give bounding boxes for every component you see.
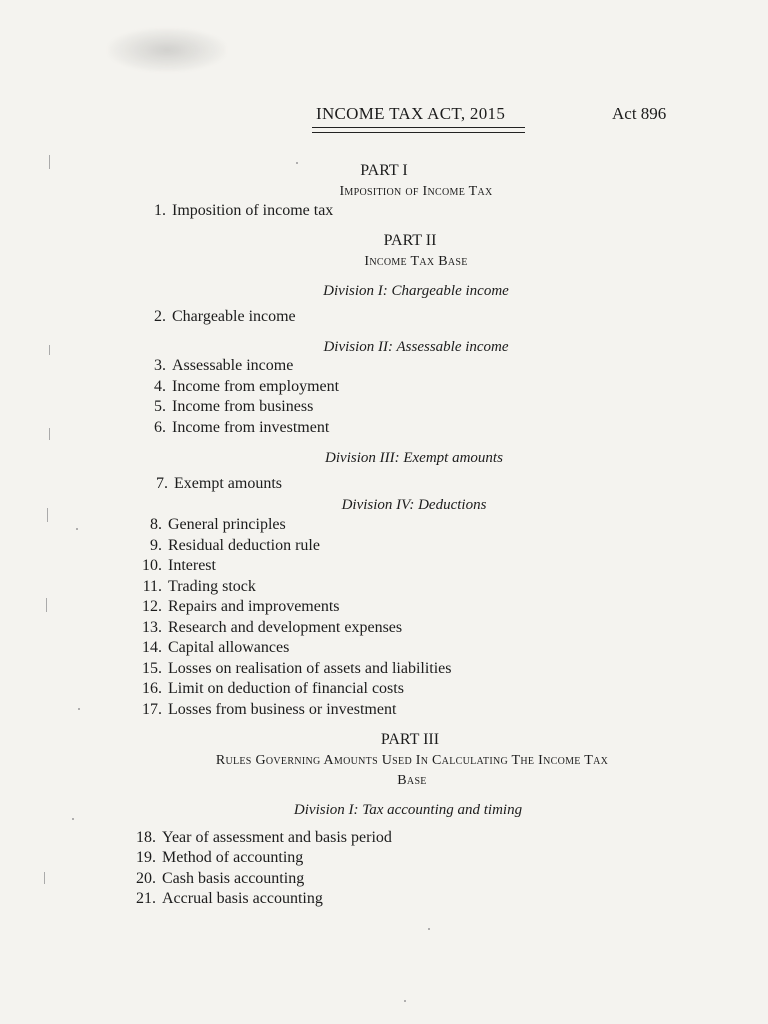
list-item: [122, 870, 304, 888]
scan-artifact: [404, 1000, 406, 1002]
item-number: 15.: [142, 660, 162, 677]
item-text: Losses from business or investment: [168, 701, 397, 718]
list-item: [128, 660, 452, 678]
item-number: 3.: [154, 357, 166, 374]
part-1-subtitle: Imposition of Income Tax: [339, 184, 493, 199]
part-2-subtitle: Income Tax Base: [364, 254, 468, 269]
scan-artifact: [428, 928, 430, 930]
list-item: [128, 578, 256, 596]
list-item: [132, 378, 339, 396]
item-number: 9.: [150, 537, 162, 554]
item-text: Interest: [168, 557, 216, 574]
division-heading: Division II: Assessable income: [323, 339, 509, 355]
list-item: [122, 829, 392, 847]
item-text: Income from employment: [172, 378, 340, 395]
list-item: [134, 475, 282, 493]
part-3-subtitle-line2: Base: [397, 773, 427, 788]
item-text: Income from investment: [172, 419, 330, 436]
part-3-title: PART III: [380, 731, 440, 748]
list-item: [132, 308, 296, 326]
item-number: 20.: [136, 870, 156, 887]
list-item: [132, 357, 293, 375]
division-heading: Division III: Exempt amounts: [325, 450, 503, 466]
item-text: Method of accounting: [162, 849, 304, 866]
item-text: Year of assessment and basis period: [162, 829, 392, 846]
scan-artifact: [49, 428, 50, 440]
item-number: 2.: [154, 308, 166, 325]
item-text: Residual deduction rule: [168, 537, 320, 554]
scan-artifact: [76, 528, 78, 530]
item-text: Research and development expenses: [168, 619, 403, 636]
list-item: [122, 849, 303, 867]
item-text: Repairs and improvements: [168, 598, 340, 615]
part-2-title: PART II: [383, 232, 437, 249]
item-text: Imposition of income tax: [172, 202, 334, 219]
list-item: [128, 701, 396, 719]
header-act-number: Act 896: [612, 104, 667, 123]
list-item: [128, 639, 289, 657]
item-text: Limit on deduction of financial costs: [168, 680, 404, 697]
item-number: 21.: [136, 890, 156, 907]
item-text: Cash basis accounting: [162, 870, 305, 887]
list-item: [132, 202, 333, 220]
scan-artifact: [78, 708, 80, 710]
list-item: [128, 619, 402, 637]
item-number: 4.: [154, 378, 166, 395]
item-number: 1.: [154, 202, 166, 219]
part-3-subtitle-line1: Rules Governing Amounts Used In Calculating The Income Tax: [215, 753, 609, 768]
list-item: [132, 398, 313, 416]
item-number: 10.: [142, 557, 162, 574]
header-double-rule: [312, 127, 525, 133]
item-number: 7.: [156, 475, 168, 492]
list-item: [128, 598, 340, 616]
division-heading: Division I: Tax accounting and timing: [293, 802, 523, 818]
item-text: Income from business: [172, 398, 314, 415]
stamp-smudge: [108, 28, 226, 72]
item-number: 16.: [142, 680, 162, 697]
item-number: 13.: [142, 619, 162, 636]
scan-artifact: [296, 162, 298, 164]
item-text: Exempt amounts: [174, 475, 282, 492]
division-heading: Division IV: Deductions: [341, 497, 487, 513]
division-heading: Division I: Chargeable income: [323, 283, 509, 299]
item-text: Losses on realisation of assets and liabilities: [168, 660, 452, 677]
item-number: 19.: [136, 849, 156, 866]
part-1-title: PART I: [360, 162, 408, 179]
list-item: [128, 557, 216, 575]
item-number: 5.: [154, 398, 166, 415]
scan-artifact: [72, 818, 74, 820]
item-text: Assessable income: [172, 357, 294, 374]
list-item: [128, 537, 320, 555]
scan-artifact: [44, 872, 45, 884]
item-text: Accrual basis accounting: [162, 890, 323, 907]
scan-artifact: [49, 345, 50, 355]
scan-artifact: [47, 508, 48, 522]
item-text: General principles: [168, 516, 286, 533]
list-item: [128, 516, 286, 534]
scan-artifact: [49, 155, 50, 169]
scan-artifact: [46, 598, 47, 612]
item-number: 14.: [142, 639, 162, 656]
list-item: [122, 890, 323, 908]
item-text: Capital allowances: [168, 639, 290, 656]
item-number: 18.: [136, 829, 156, 846]
item-number: 11.: [142, 578, 162, 595]
item-text: Chargeable income: [172, 308, 296, 325]
list-item: [128, 680, 404, 698]
list-item: [132, 419, 329, 437]
item-number: 8.: [150, 516, 162, 533]
item-number: 6.: [154, 419, 166, 436]
item-number: 12.: [142, 598, 162, 615]
item-text: Trading stock: [168, 578, 256, 595]
item-number: 17.: [142, 701, 162, 718]
header-title: INCOME TAX ACT, 2015: [316, 104, 506, 123]
